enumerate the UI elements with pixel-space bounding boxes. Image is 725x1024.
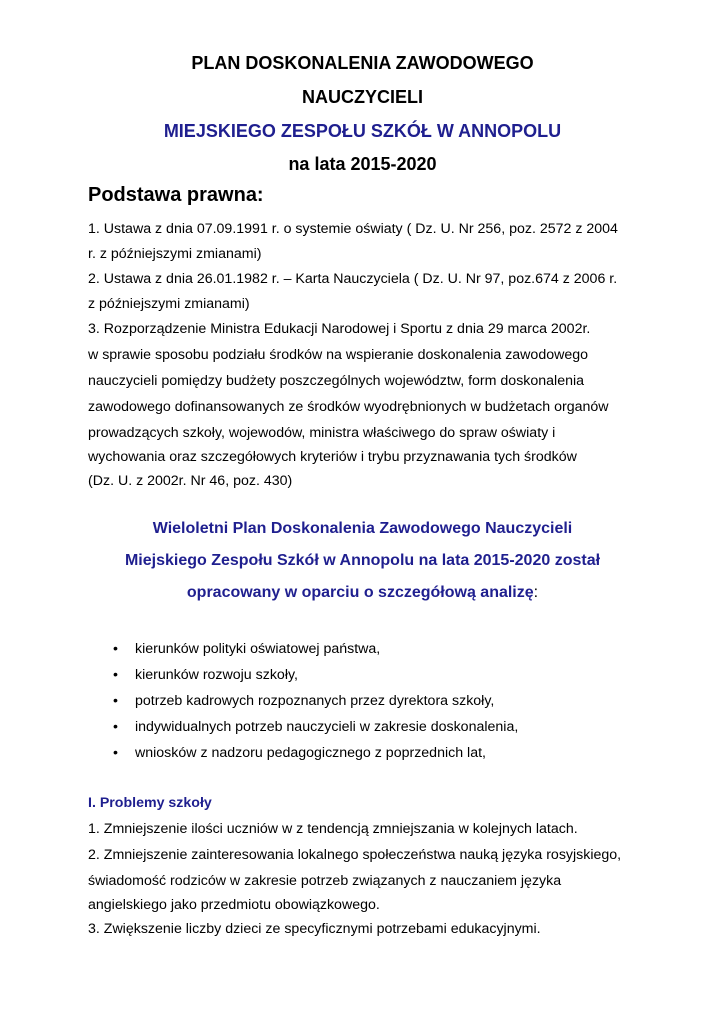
legal-basis-heading: Podstawa prawna: xyxy=(88,184,264,206)
list-item-text: indywidualnych potrzeb nauczycieli w zakresie doskonalenia, xyxy=(135,719,519,735)
bullet-icon: • xyxy=(113,667,118,683)
doc-title-school: MIEJSKIEGO ZESPOŁU SZKÓŁ W ANNOPOLU xyxy=(163,121,562,141)
legal-basis-line: prowadzących szkoły, wojewodów, ministra właściwego do spraw oświaty i xyxy=(88,425,556,441)
problems-line: 3. Zwiększenie liczby dzieci ze specyficznymi potrzebami edukacyjnymi. xyxy=(88,921,541,937)
bullet-icon: • xyxy=(113,693,118,709)
legal-basis-line: z późniejszymi zmianami) xyxy=(88,296,250,312)
legal-basis-line: 2. Ustawa z dnia 26.01.1982 r. – Karta Nauczyciela ( Dz. U. Nr 97, poz.674 z 2006 r. xyxy=(88,271,618,287)
plan-intro-line-2: Miejskiego Zespołu Szkół w Annopolu na lata 2015-2020 został xyxy=(124,552,601,569)
legal-basis-line: r. z późniejszymi zmianami) xyxy=(88,246,262,262)
legal-basis-line: nauczycieli pomiędzy budżety poszczególnych województw, form doskonalenia xyxy=(88,373,585,389)
legal-basis-line: zawodowego dofinansowanych ze środków wyodrębnionych w budżetach organów xyxy=(88,399,609,415)
legal-basis-line: 1. Ustawa z dnia 07.09.1991 r. o systemie oświaty ( Dz. U. Nr 256, poz. 2572 z 2004 xyxy=(88,221,618,237)
doc-title-years: na lata 2015-2020 xyxy=(288,154,437,174)
doc-title-line-2: NAUCZYCIELI xyxy=(302,87,423,107)
legal-basis-line: (Dz. U. z 2002r. Nr 46, poz. 430) xyxy=(88,473,293,489)
legal-basis-line: 3. Rozporządzenie Ministra Edukacji Narodowej i Sportu z dnia 29 marca 2002r. xyxy=(88,321,591,337)
list-item-text: kierunków polityki oświatowej państwa, xyxy=(135,641,381,657)
list-item-text: wniosków z nadzoru pedagogicznego z poprzednich lat, xyxy=(135,745,486,761)
plan-intro-line-1: Wieloletni Plan Doskonalenia Zawodowego Nauczycieli xyxy=(152,520,573,537)
doc-title-line-1: PLAN DOSKONALENIA ZAWODOWEGO xyxy=(191,53,534,73)
bullet-icon: • xyxy=(113,745,118,761)
list-item-text: kierunków rozwoju szkoły, xyxy=(135,667,298,683)
problems-line: 1. Zmniejszenie ilości uczniów w z tendencją zmniejszania w kolejnych latach. xyxy=(88,821,578,837)
legal-basis-line: wychowania oraz szczegółowych kryteriów i trybu przyznawania tych środków xyxy=(88,449,577,465)
legal-basis-line: w sprawie sposobu podziału środków na wspieranie doskonalenia zawodowego xyxy=(88,347,589,363)
problems-line: angielskiego jako przedmiotu obowiązkowego. xyxy=(88,897,380,913)
plan-intro-line-3 xyxy=(0,584,725,602)
problems-line: 2. Zmniejszenie zainteresowania lokalnego społeczeństwa nauką języka rosyjskiego, xyxy=(88,847,622,863)
problems-line: świadomość rodziców w zakresie potrzeb związanych z nauczaniem języka xyxy=(88,873,562,889)
bullet-icon: • xyxy=(113,641,118,657)
bullet-icon: • xyxy=(113,719,118,735)
list-item-text: potrzeb kadrowych rozpoznanych przez dyrektora szkoły, xyxy=(135,693,495,709)
problems-heading: I. Problemy szkoły xyxy=(88,795,212,811)
plan-intro-colon: : xyxy=(533,584,539,601)
plan-intro-line-3-text: opracowany w oparciu o szczegółową analizę xyxy=(186,584,534,601)
